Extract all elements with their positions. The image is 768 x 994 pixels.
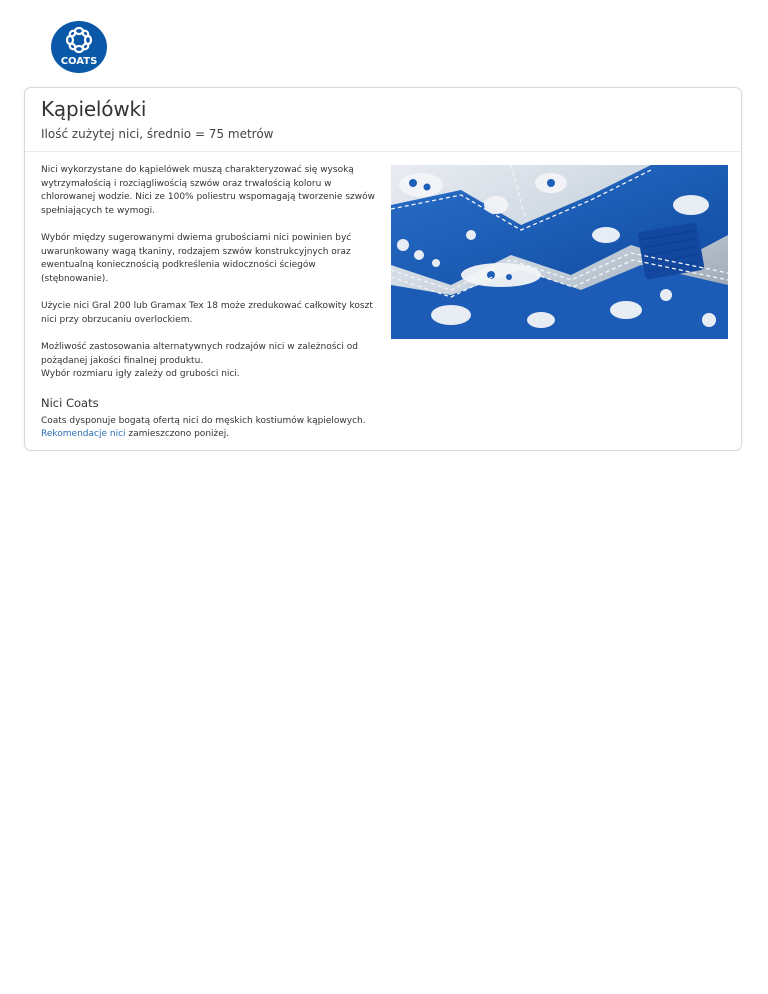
- paragraph-requirements: Nici wykorzystane do kąpielówek muszą charakteryzować się wysoką wytrzymałością i rozciągliwością szwów oraz trwałością koloru w chlorowanej wodzie. Nici ze 100% poliestru wspomagają tworzenie szwów spełniających te wymogi.: [41, 165, 375, 216]
- page-title: Kąpielówki: [41, 97, 147, 121]
- panel-header: [25, 88, 741, 152]
- swim-trunks-photo: [391, 165, 728, 339]
- thread-usage-subtitle: Ilość zużytej nici, średnio = 75 metrów: [41, 127, 274, 141]
- logo-wordmark: COATS: [60, 56, 98, 67]
- section-text: [41, 415, 381, 442]
- paragraph-alternatives: Możliwość zastosowania alternatywnych rodzajów nici w zależności od pożądanej jakości finalnej produktu. Wybór rozmiaru igły zależy od grubości nici.: [41, 342, 358, 379]
- section-title-coats-threads: Nici Coats: [41, 395, 99, 410]
- description-column: [41, 164, 381, 442]
- thread-recommendations-link[interactable]: Rekomendacje nici: [41, 429, 126, 439]
- paragraph-cost: Użycie nici Gral 200 lub Gramax Tex 18 może zredukować całkowity koszt nici przy obrzucaniu overlockiem.: [41, 301, 373, 325]
- paragraph-thickness: Wybór między sugerowanymi dwiema grubościami nici powinien być uwarunkowany wagą tkaniny, rodzajem szwów konstrukcyjnych oraz ewentualną koniecznością podkreślenia widoczności ściegów (stębnowanie).: [41, 233, 352, 284]
- product-panel: [24, 87, 742, 451]
- section-text-intro: Coats dysponuje bogatą ofertą nici do męskich kostiumów kąpielowych.: [41, 415, 366, 426]
- section-text-outro: zamieszczono poniżej.: [125, 429, 230, 439]
- coats-logo: [51, 21, 107, 73]
- panel-body: [25, 152, 741, 442]
